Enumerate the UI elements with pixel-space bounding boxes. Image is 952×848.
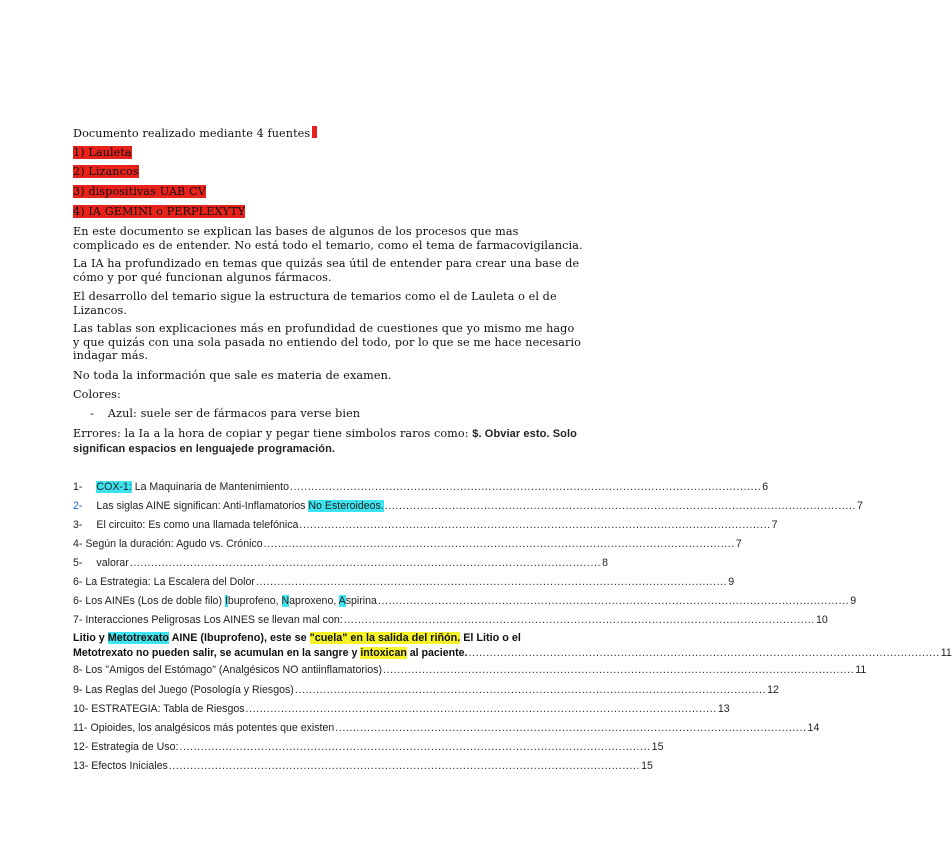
toc-9-page: 11: [940, 647, 952, 659]
toc-1-page: 6: [762, 481, 769, 493]
toc-entry-3[interactable]: 3- El circuito: Es como una llamada telefónica ..................................................................................................................................... 7: [73, 519, 778, 531]
toc-entry-12[interactable]: 10- ESTRATEGIA: Tabla de Riesgos ..................................................................................................................................... 13: [73, 703, 730, 715]
toc-4-text: 4- Según la duración: Agudo vs. Crónico: [73, 538, 263, 550]
source-3: [73, 185, 206, 198]
colores-bullet: [90, 407, 360, 420]
source-4: [73, 205, 245, 218]
toc-14-page: 15: [651, 741, 664, 753]
toc-5-text: valorar: [96, 557, 129, 569]
toc-7-initial-n: N: [281, 595, 290, 607]
toc-1-num: 1-: [73, 481, 83, 493]
toc-2-highlight: No Esteroideos.: [308, 500, 384, 512]
toc-entry-5[interactable]: 5- valorar ..................................................................................................................................... 8: [73, 557, 608, 569]
source-1-text: 1) Lauleta: [73, 146, 132, 159]
toc-2-text: Las siglas AINE significan: Anti-Inflamatorios: [96, 500, 309, 512]
toc-entry-14[interactable]: 12- Estrategia de Uso: ..................................................................................................................................... 15: [73, 741, 664, 753]
toc-2-page: 7: [857, 500, 863, 512]
toc-entry-13[interactable]: 11- Opioides, los analgésicos más potentes que existen ..................................................................................................................................... 14: [73, 722, 820, 734]
toc-14-text: 12- Estrategia de Uso:: [73, 741, 179, 753]
toc-2-num: 2-: [73, 500, 83, 512]
toc-9-text-h: al paciente.: [406, 647, 468, 659]
toc-3-text: El circuito: Es como una llamada telefónica: [96, 519, 299, 531]
title-text: Documento realizado mediante 4 fuentes: [73, 127, 311, 140]
toc-11-page: 12: [767, 684, 779, 696]
toc-entry-1[interactable]: 1- COX-1: La Maquinaria de Mantenimiento ..................................................................................................................................... 6: [73, 481, 769, 493]
bullet-text: Azul: suele ser de fármacos para verse bien: [107, 407, 361, 420]
toc-10-page: 11: [855, 664, 867, 676]
toc-9-text-c: AINE (Ibuprofeno), este se: [169, 632, 310, 644]
intro-paragraph-5: No toda la información que sale es materia de examen.: [73, 369, 392, 382]
toc-4-page: 7: [735, 538, 742, 550]
toc-7-page: 9: [850, 595, 857, 607]
toc-9-text-e: El Litio o el: [460, 632, 521, 644]
toc-12-text: 10- ESTRATEGIA: Tabla de Riesgos: [73, 703, 245, 715]
toc-9-highlight-intoxican: intoxican: [360, 647, 407, 659]
toc-entry-10[interactable]: 8- Los "Amigos del Estómago" (Analgésicos NO antiinflamatorios) ..................................................................................................................................... 11: [73, 664, 867, 676]
text-cursor: [312, 126, 317, 138]
source-2-text: 2) Lizancos: [73, 165, 139, 178]
toc-12-page: 13: [717, 703, 730, 715]
toc-7-word-3: spirina: [345, 595, 377, 607]
toc-9-highlight-metotrexato: Metotrexato: [107, 632, 169, 644]
source-4-text: 4) IA GEMINI o PERPLEXYTY: [73, 205, 246, 218]
toc-10-text: 8- Los "Amigos del Estómago" (Analgésicos NO antiinflamatorios): [73, 664, 382, 676]
toc-6-text: 6- La Estrategia: La Escalera del Dolor: [73, 576, 255, 588]
toc-entry-6[interactable]: 6- La Estrategia: La Escalera del Dolor ..................................................................................................................................... 9: [73, 576, 735, 588]
toc-7-initial-a: A: [338, 595, 346, 607]
intro-paragraph-4: Las tablas son explicaciones más en profundidad de cuestiones que yo mismo me hago y que quizás con una sola pasada no entiendo del todo, por lo que se me hace necesario indagar más.: [73, 322, 581, 362]
intro-paragraph-2: La IA ha profundizado en temas que quizás sea útil de entender para crear una base de cómo y por qué funcionan algunos fármacos.: [73, 257, 580, 284]
toc-5-num: 5-: [73, 557, 83, 569]
colores-label: Colores:: [73, 388, 121, 401]
document-title: [73, 126, 317, 140]
toc-entry-7[interactable]: 6- Los AINEs (Los de doble filo) Ibuprofeno, Naproxeno, Aspirina ..................................................................................................................................... 9: [73, 595, 857, 607]
toc-9-text-f: Metotrexato no pueden salir, se acumulan en la sangre y: [73, 647, 361, 659]
toc-entry-8[interactable]: 7- Interacciones Peligrosas Los AINES se llevan mal con: ..................................................................................................................................... 10: [73, 614, 828, 626]
toc-5-page: 8: [602, 557, 608, 569]
errores-paragraph: [73, 427, 583, 456]
toc-7-initial-i: I: [224, 595, 228, 607]
toc-15-page: 15: [641, 760, 653, 772]
toc-9-text-a: Litio y: [73, 632, 108, 644]
source-3-text: 3) dispositivas UAB CV: [73, 185, 206, 198]
toc-13-text: 11- Opioides, los analgésicos más potentes que existen: [73, 722, 335, 734]
toc-7-word-1: buprofeno,: [227, 595, 282, 607]
toc-1-text: La Maquinaria de Mantenimiento: [131, 481, 289, 493]
toc-7-text: 6- Los AINEs (Los de doble filo): [73, 595, 225, 607]
toc-6-page: 9: [728, 576, 735, 588]
toc-9-highlight-cuela: "cuela" en la salida del riñón.: [309, 632, 461, 644]
errores-bold: $. Obviar esto. Solo significan espacios en lenguajede programación.: [73, 428, 577, 455]
errores-prefix: Errores: la Ia a la hora de copiar y pegar tiene simbolos raros como:: [73, 427, 473, 440]
intro-paragraph-1: En este documento se explican las bases de algunos de los procesos que mas complicado es de entender. No está todo el temario, como el tema de farmacovigilancia.: [73, 225, 583, 252]
toc-1-highlight: COX-1:: [96, 481, 132, 493]
toc-entry-2[interactable]: 2- Las siglas AINE significan: Anti-Inflamatorios No Esteroideos. ..................................................................................................................................... 7: [73, 500, 863, 512]
source-1: [73, 146, 132, 159]
toc-15-text: 13- Efectos Iniciales: [73, 760, 168, 772]
toc-entry-9-line-2[interactable]: Metotrexato no pueden salir, se acumulan en la sangre y intoxican al paciente. ..................................................................................................................................... 11: [73, 647, 952, 659]
bullet-dash: -: [90, 407, 94, 420]
toc-7-word-2: aproxeno,: [289, 595, 339, 607]
intro-paragraph-3: El desarrollo del temario sigue la estructura de temarios como el de Lauleta o el de Lizancos.: [73, 290, 557, 317]
toc-11-text: 9- Las Reglas del Juego (Posología y Riesgos): [73, 684, 294, 696]
toc-entry-11[interactable]: 9- Las Reglas del Juego (Posología y Riesgos) ..................................................................................................................................... 12: [73, 684, 779, 696]
toc-entry-15[interactable]: 13- Efectos Iniciales ..................................................................................................................................... 15: [73, 760, 653, 772]
source-2: [73, 165, 139, 178]
toc-entry-9-line-1[interactable]: [73, 632, 521, 644]
toc-3-page: 7: [771, 519, 778, 531]
toc-8-page: 10: [815, 614, 828, 626]
toc-13-page: 14: [807, 722, 820, 734]
toc-entry-4[interactable]: 4- Según la duración: Agudo vs. Crónico ..................................................................................................................................... 7: [73, 538, 742, 550]
toc-3-num: 3-: [73, 519, 83, 531]
toc-8-text: 7- Interacciones Peligrosas Los AINES se llevan mal con:: [73, 614, 343, 626]
